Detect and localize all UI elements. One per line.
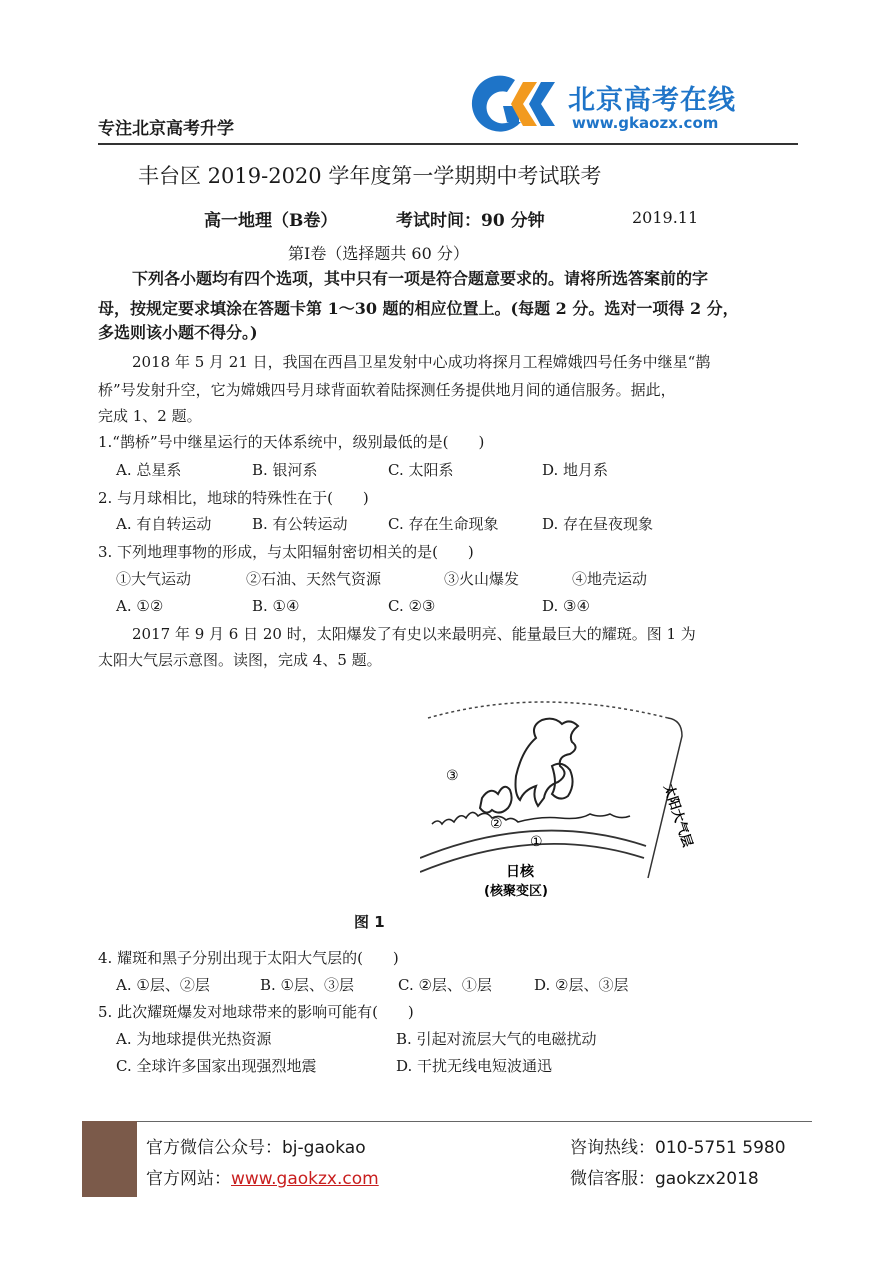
footer-divider <box>82 1121 812 1122</box>
exam-title: 丰台区 2019-2020 学年度第一学期期中考试联考 <box>138 164 602 188</box>
q5-option-d: D. 干扰无线电短波通迅 <box>396 1057 553 1075</box>
q2-option-b: B. 有公转运动 <box>252 515 348 533</box>
core-sublabel: (核聚变区) <box>484 884 548 899</box>
q1-option-d: D. 地月系 <box>542 461 609 479</box>
q3-option-b: B. ①④ <box>252 597 300 615</box>
q3-option-c: C. ②③ <box>388 597 436 615</box>
exam-subject: 高一地理（B卷） <box>204 211 338 231</box>
question-2-stem: 2. 与月球相比，地球的特殊性在于( ) <box>98 489 369 507</box>
sun-atmosphere-diagram <box>420 690 740 900</box>
q3-item-2: ②石油、天然气资源 <box>246 570 382 588</box>
q3-item-3: ③火山爆发 <box>444 570 520 588</box>
q3-item-4: ④地壳运动 <box>572 570 648 588</box>
q5-option-c: C. 全球许多国家出现强烈地震 <box>116 1057 317 1075</box>
q3-option-a: A. ①② <box>116 597 164 615</box>
q5-option-b: B. 引起对流层大气的电磁扰动 <box>396 1030 597 1048</box>
exam-time: 考试时间：90 分钟 <box>396 211 545 231</box>
footer-accent-block <box>82 1121 137 1197</box>
marker-3: ③ <box>446 768 459 784</box>
instruction-line: 母，按规定要求填涂在答题卡第 1～30 题的相应位置上。(每题 2 分。选对一项得 2 分， <box>98 299 739 318</box>
passage-line: 完成 1、2 题。 <box>98 407 202 425</box>
q2-option-d: D. 存在昼夜现象 <box>542 515 654 533</box>
passage-line: 2018 年 5 月 21 日，我国在西昌卫星发射中心成功将探月工程嫦娥四号任务中继星“鹊 <box>132 353 711 371</box>
header-divider <box>98 143 798 145</box>
q4-option-b: B. ①层、③层 <box>260 976 355 994</box>
q2-option-a: A. 有自转运动 <box>116 515 212 533</box>
logo-name: 北京高考在线 <box>568 85 736 116</box>
instruction-line: 多选则该小题不得分。) <box>98 323 258 342</box>
question-3-stem: 3. 下列地理事物的形成，与太阳辐射密切相关的是( ) <box>98 543 474 561</box>
q4-option-a: A. ①层、②层 <box>116 976 210 994</box>
q2-option-c: C. 存在生命现象 <box>388 515 499 533</box>
q3-option-d: D. ③④ <box>542 597 590 615</box>
q5-option-a: A. 为地球提供光热资源 <box>116 1030 272 1048</box>
gkaozx-logo-icon <box>463 72 561 136</box>
exam-date: 2019.11 <box>632 208 699 227</box>
footer-service: 微信客服：gaokzx2018 <box>570 1169 759 1189</box>
logo-url: www.gkaozx.com <box>572 114 719 132</box>
core-label: 日核 <box>506 864 534 880</box>
question-5-stem: 5. 此次耀斑爆发对地球带来的影响可能有( ) <box>98 1003 414 1021</box>
question-4-stem: 4. 耀斑和黑子分别出现于太阳大气层的( ) <box>98 949 399 967</box>
q1-option-c: C. 太阳系 <box>388 461 454 479</box>
marker-1: ① <box>530 834 543 850</box>
passage-line: 太阳大气层示意图。读图，完成 4、5 题。 <box>98 651 382 669</box>
footer-hotline: 咨询热线：010-5751 5980 <box>570 1138 786 1158</box>
question-1-stem: 1.“鹊桥”号中继星运行的天体系统中，级别最低的是( ) <box>98 433 485 451</box>
q4-option-c: C. ②层、①层 <box>398 976 492 994</box>
section-heading: 第Ⅰ卷（选择题共 60 分） <box>288 244 469 263</box>
q3-item-1: ①大气运动 <box>116 570 192 588</box>
marker-2: ② <box>490 816 503 832</box>
figure-caption: 图 1 <box>354 913 385 931</box>
q1-option-a: A. 总星系 <box>116 461 182 479</box>
passage-line: 2017 年 9 月 6 日 20 时，太阳爆发了有史以来最明亮、能量最巨大的耀斑。图 1 为 <box>132 625 696 643</box>
q1-option-b: B. 银河系 <box>252 461 318 479</box>
footer-site-link[interactable]: www.gaokzx.com <box>231 1169 379 1189</box>
instruction-line: 下列各小题均有四个选项，其中只有一项是符合题意要求的。请将所选答案前的字 <box>132 269 709 288</box>
header-tagline: 专注北京高考升学 <box>98 119 234 139</box>
q4-option-d: D. ②层、③层 <box>534 976 629 994</box>
footer-wechat: 官方微信公众号：bj-gaokao <box>146 1138 366 1158</box>
atmosphere-layer-label: 太阳大气层 <box>660 782 695 850</box>
footer-site <box>146 1164 379 1189</box>
footer-site-label: 官方网站： <box>146 1169 231 1189</box>
passage-line: 桥”号发射升空，它为嫦娥四号月球背面软着陆探测任务提供地月间的通信服务。据此， <box>98 381 676 399</box>
